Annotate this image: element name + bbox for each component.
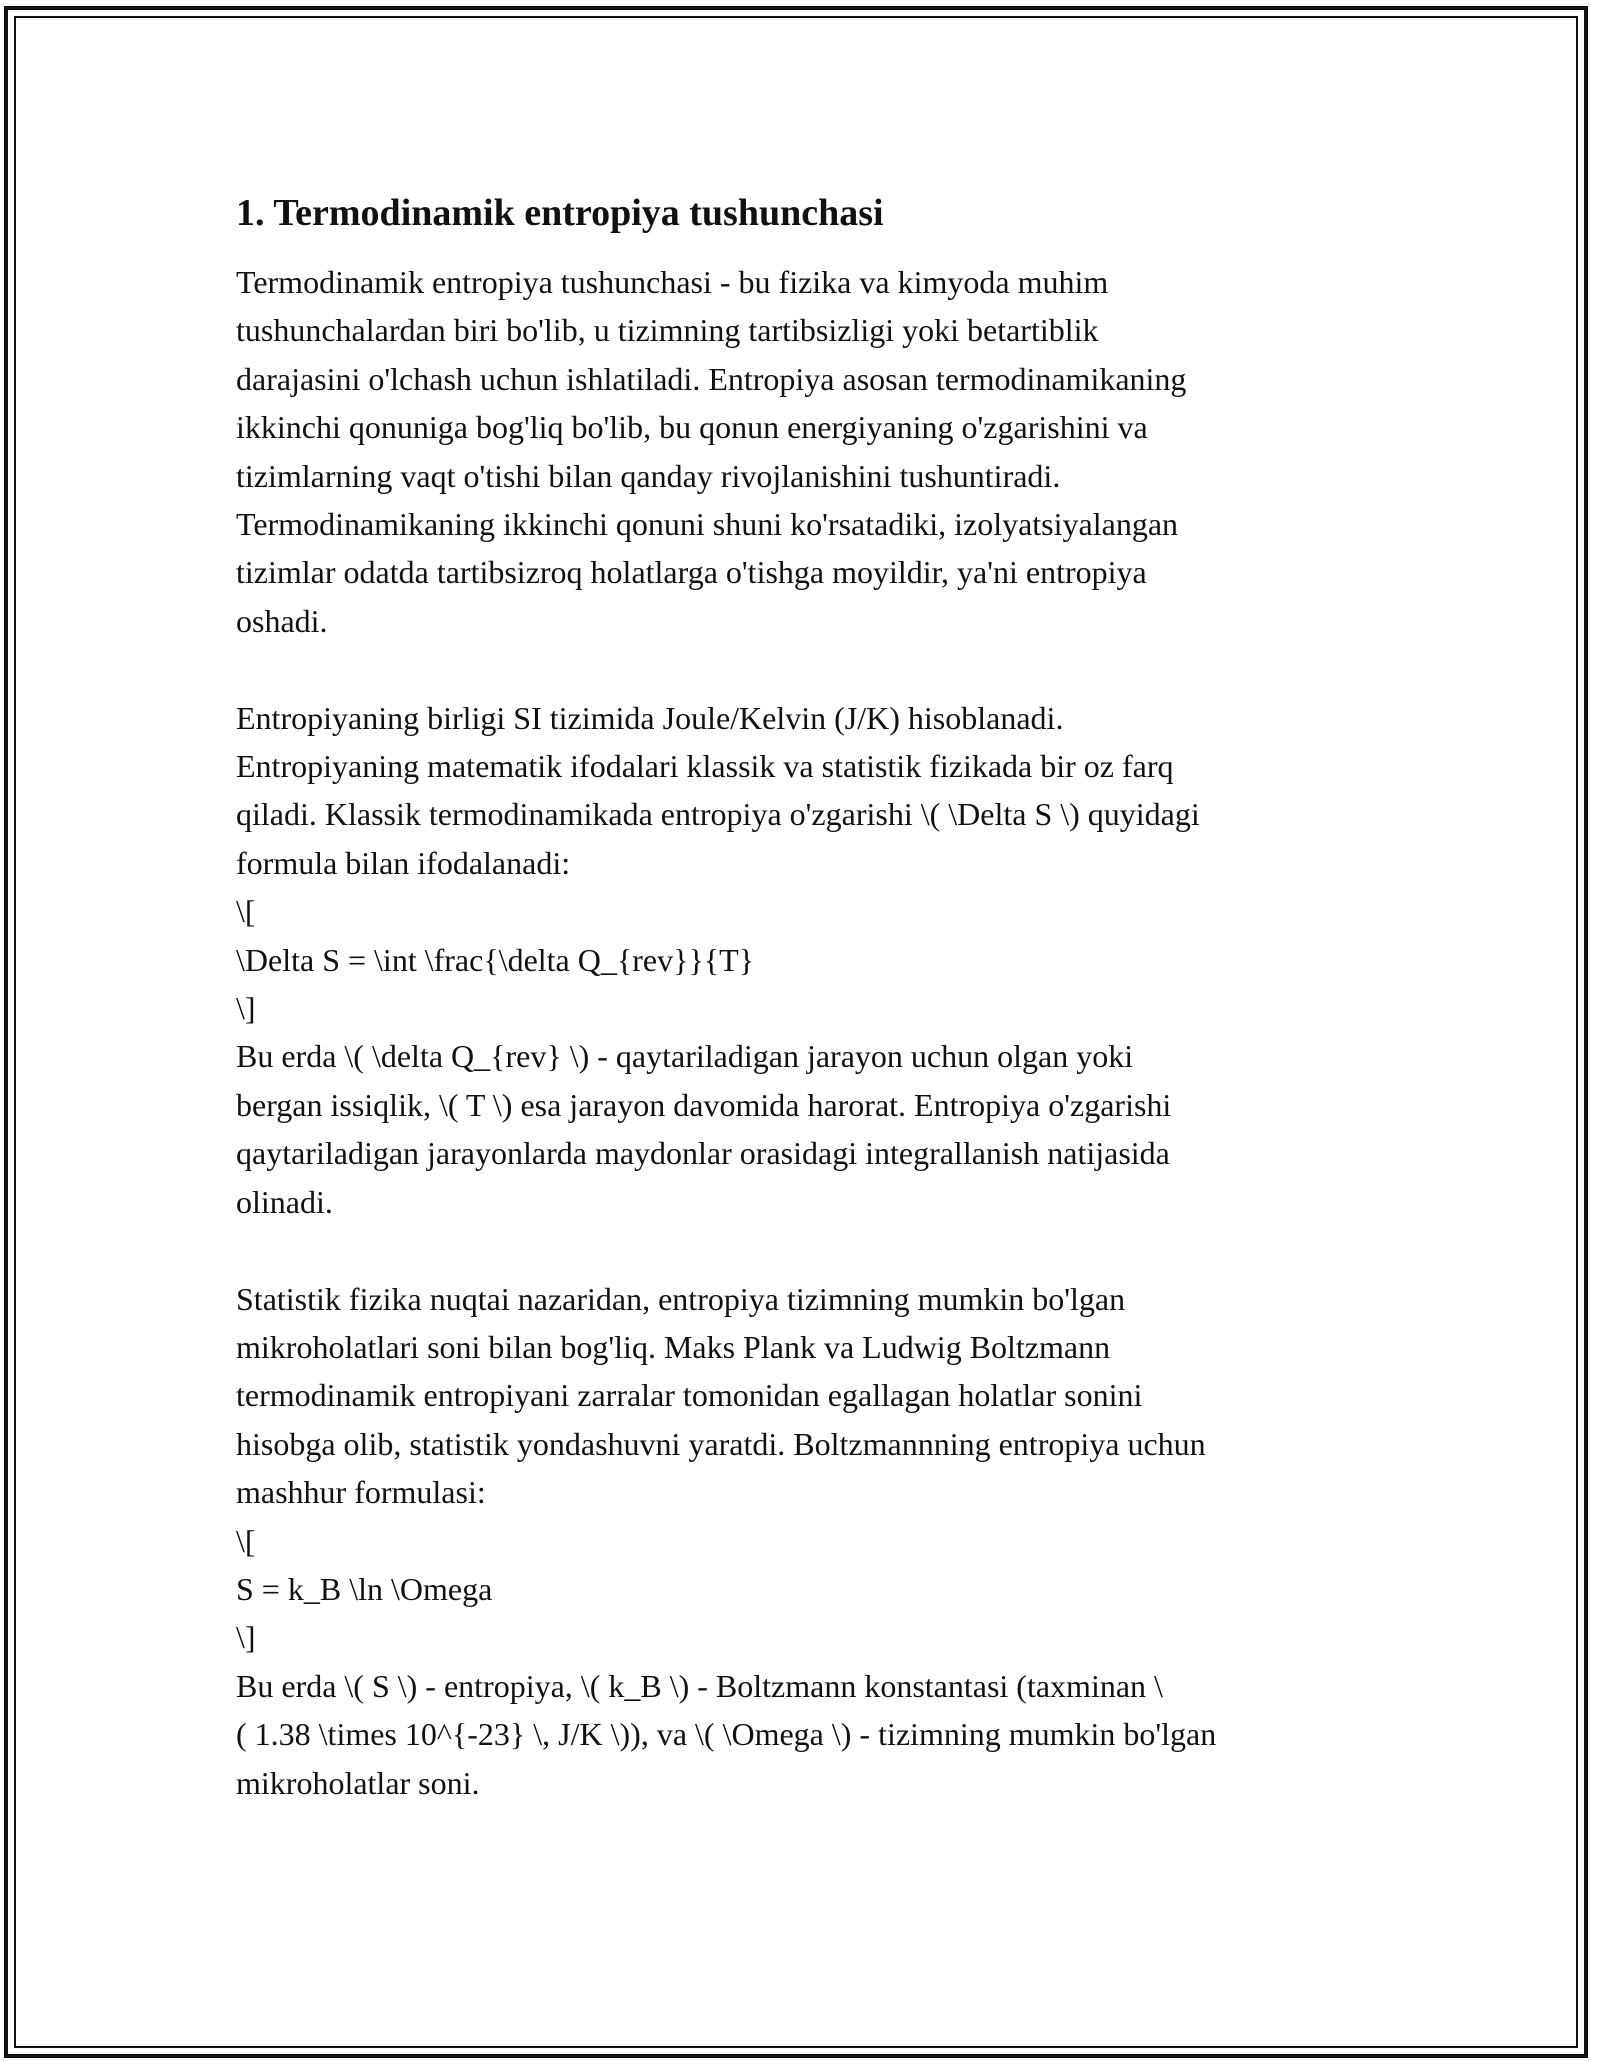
- text-line: tushunchalardan biri bo'lib, u tizimning tartibsizligi yoki betartiblik: [236, 312, 1099, 349]
- text-line: mikroholatlari soni bilan bog'liq. Maks Plank va Ludwig Boltzmann: [236, 1328, 1111, 1365]
- text-line: olinadi.: [236, 1183, 333, 1220]
- text-line: ikkinchi qonuniga bog'liq bo'lib, bu qonun energiyaning o'zgarishini va: [236, 409, 1148, 446]
- document-content: [236, 188, 1376, 1807]
- text-line: hisobga olib, statistik yondashuvni yaratdi. Boltzmannning entropiya uchun: [236, 1425, 1206, 1462]
- paragraph-3: [236, 1275, 1376, 1807]
- text-line: ( 1.38 \times 10^{-23} \, J/K \)), va \( \Omega \) - tizimning mumkin bo'lgan: [236, 1716, 1217, 1753]
- text-line: Bu erda \( S \) - entropiya, \( k_B \) - Boltzmann konstantasi (taxminan \: [236, 1667, 1163, 1704]
- text-line: Bu erda \( \delta Q_{rev} \) - qaytariladigan jarayon uchun olgan yoki: [236, 1038, 1134, 1075]
- formula-line: \Delta S = \int \frac{\delta Q_{rev}}{T}: [236, 941, 755, 978]
- text-line: formula bilan ifodalanadi:: [236, 844, 571, 881]
- section-heading: 1. Termodinamik entropiya tushunchasi: [236, 192, 884, 234]
- text-line: tizimlarning vaqt o'tishi bilan qanday rivojlanishini tushuntiradi.: [236, 457, 1061, 494]
- formula-line: S = k_B \ln \Omega: [236, 1570, 493, 1607]
- text-line: Termodinamikaning ikkinchi qonuni shuni ko'rsatadiki, izolyatsiyalangan: [236, 506, 1179, 543]
- text-line: oshadi.: [236, 602, 328, 639]
- text-line: Termodinamik entropiya tushunchasi - bu fizika va kimyoda muhim: [236, 264, 1109, 300]
- paragraph-spacer: [236, 645, 1376, 693]
- formula-line: \]: [236, 990, 256, 1027]
- paragraph-2: [236, 694, 1376, 1226]
- text-line: termodinamik entropiyani zarralar tomonidan egallagan holatlar sonini: [236, 1377, 1143, 1414]
- paragraph-1: [236, 258, 1376, 645]
- text-line: qaytariladigan jarayonlarda maydonlar orasidagi integrallanish natijasida: [236, 1135, 1170, 1172]
- text-line: mashhur formulasi:: [236, 1474, 486, 1511]
- text-line: Entropiyaning matematik ifodalari klassik va statistik fizikada bir oz farq: [236, 748, 1174, 785]
- text-line: bergan issiqlik, \( T \) esa jarayon davomida harorat. Entropiya o'zgarishi: [236, 1086, 1172, 1123]
- text-line: tizimlar odatda tartibsizroq holatlarga o'tishga moyildir, ya'ni entropiya: [236, 554, 1147, 591]
- document-body: [236, 258, 1376, 1807]
- text-line: Statistik fizika nuqtai nazaridan, entropiya tizimning mumkin bo'lgan: [236, 1280, 1126, 1317]
- formula-line: \[: [236, 1522, 256, 1559]
- text-line: Entropiyaning birligi SI tizimida Joule/Kelvin (J/K) hisoblanadi.: [236, 699, 1064, 736]
- paragraph-spacer: [236, 1226, 1376, 1274]
- text-line: darajasini o'lchash uchun ishlatiladi. Entropiya asosan termodinamikaning: [236, 360, 1187, 397]
- formula-line: \[: [236, 893, 256, 930]
- text-line: mikroholatlar soni.: [236, 1764, 480, 1801]
- formula-line: \]: [236, 1619, 256, 1656]
- text-line: qiladi. Klassik termodinamikada entropiya o'zgarishi \( \Delta S \) quyidagi: [236, 796, 1200, 833]
